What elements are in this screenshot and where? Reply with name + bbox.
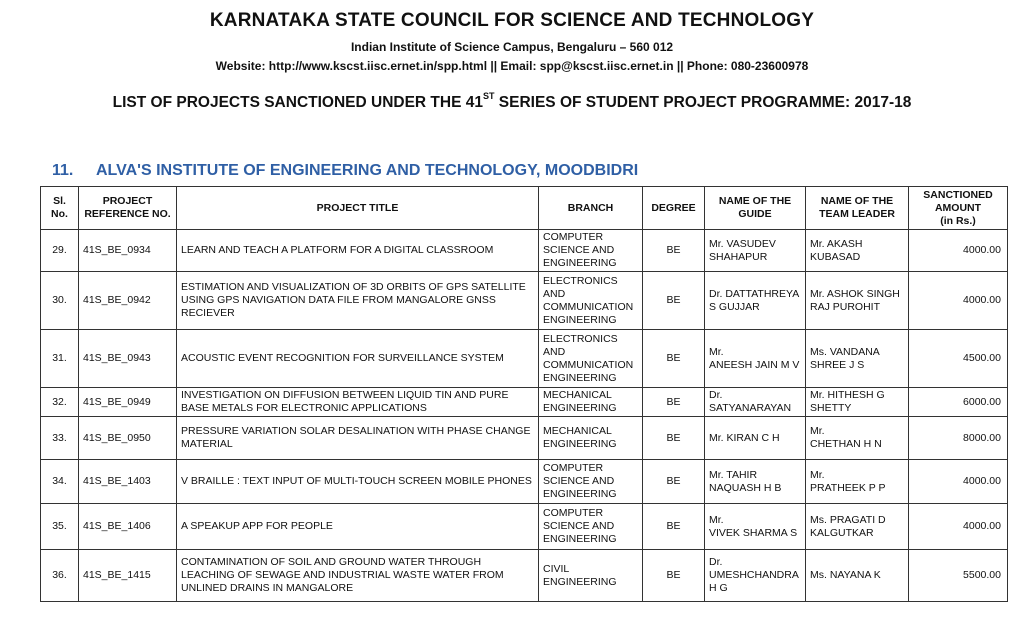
cell-sl: 33. <box>41 417 79 460</box>
cell-guide: Mr. TAHIR NAQUASH H B <box>705 460 806 504</box>
cell-amount: 4000.00 <box>909 230 1008 272</box>
table-row <box>41 417 1008 460</box>
cell-sl: 34. <box>41 460 79 504</box>
org-address: Indian Institute of Science Campus, Bengaluru – 560 012 <box>350 40 674 54</box>
cell-degree: BE <box>643 550 705 602</box>
cell-leader: Ms. NAYANA K <box>806 550 909 602</box>
col-ref: PROJECT REFERENCE NO. <box>79 187 177 230</box>
projects-table <box>40 186 1008 602</box>
cell-sl: 36. <box>41 550 79 602</box>
table-row <box>41 330 1008 388</box>
cell-amount: 4000.00 <box>909 460 1008 504</box>
table-row <box>41 272 1008 330</box>
list-title <box>0 93 1024 112</box>
table-row <box>41 460 1008 504</box>
cell-title: PRESSURE VARIATION SOLAR DESALINATION WITH PHASE CHANGE MATERIAL <box>177 417 539 460</box>
list-title-pre: LIST OF PROJECTS SANCTIONED UNDER THE 41 <box>112 94 483 112</box>
col-degree: DEGREE <box>643 187 705 230</box>
cell-amount: 8000.00 <box>909 417 1008 460</box>
section-number: 11. <box>52 162 74 179</box>
section-name: ALVA'S INSTITUTE OF ENGINEERING AND TECHNOLOGY, MOODBIDRI <box>96 162 639 179</box>
cell-amount: 4000.00 <box>909 272 1008 330</box>
col-leader: NAME OF THE TEAM LEADER <box>806 187 909 230</box>
cell-guide: Mr. KIRAN C H <box>705 417 806 460</box>
cell-leader: Mr. AKASH KUBASAD <box>806 230 909 272</box>
cell-branch: ELECTRONICS AND COMMUNICATION ENGINEERING <box>539 330 643 388</box>
cell-degree: BE <box>643 230 705 272</box>
cell-leader: Mr. CHETHAN H N <box>806 417 909 460</box>
cell-ref: 41S_BE_1403 <box>79 460 177 504</box>
cell-sl: 29. <box>41 230 79 272</box>
cell-guide: Mr. VASUDEV SHAHAPUR <box>705 230 806 272</box>
cell-branch: ELECTRONICS AND COMMUNICATION ENGINEERING <box>539 272 643 330</box>
col-sl: Sl. No. <box>41 187 79 230</box>
cell-title: V BRAILLE : TEXT INPUT OF MULTI-TOUCH SCREEN MOBILE PHONES <box>177 460 539 504</box>
cell-branch: MECHANICAL ENGINEERING <box>539 417 643 460</box>
cell-guide: Mr. ANEESH JAIN M V <box>705 330 806 388</box>
cell-leader: Mr. PRATHEEK P P <box>806 460 909 504</box>
table-row <box>41 388 1008 417</box>
cell-branch: CIVIL ENGINEERING <box>539 550 643 602</box>
cell-leader: Ms. VANDANA SHREE J S <box>806 330 909 388</box>
section-heading <box>52 162 638 180</box>
col-guide: NAME OF THE GUIDE <box>705 187 806 230</box>
table-row <box>41 504 1008 550</box>
cell-ref: 41S_BE_1415 <box>79 550 177 602</box>
cell-title: LEARN AND TEACH A PLATFORM FOR A DIGITAL CLASSROOM <box>177 230 539 272</box>
cell-ref: 41S_BE_0942 <box>79 272 177 330</box>
cell-branch: COMPUTER SCIENCE AND ENGINEERING <box>539 230 643 272</box>
cell-sl: 30. <box>41 272 79 330</box>
cell-degree: BE <box>643 388 705 417</box>
cell-degree: BE <box>643 272 705 330</box>
cell-ref: 41S_BE_0950 <box>79 417 177 460</box>
cell-degree: BE <box>643 417 705 460</box>
list-title-post: SERIES OF STUDENT PROJECT PROGRAMME: 2017-18 <box>494 94 912 112</box>
cell-title: A SPEAKUP APP FOR PEOPLE <box>177 504 539 550</box>
table-body <box>41 230 1008 602</box>
cell-degree: BE <box>643 504 705 550</box>
table-row <box>41 550 1008 602</box>
cell-sl: 31. <box>41 330 79 388</box>
cell-leader: Mr. ASHOK SINGH RAJ PUROHIT <box>806 272 909 330</box>
org-contact: Website: http://www.kscst.iisc.ernet.in/spp.html || Email: spp@kscst.iisc.ernet.in || Phone: 080-23600978 <box>215 59 809 73</box>
cell-degree: BE <box>643 460 705 504</box>
list-title-sup: ST <box>482 91 495 101</box>
col-title: PROJECT TITLE <box>177 187 539 230</box>
cell-amount: 6000.00 <box>909 388 1008 417</box>
cell-ref: 41S_BE_0934 <box>79 230 177 272</box>
table-row <box>41 230 1008 272</box>
cell-guide: Dr. UMESHCHANDRA H G <box>705 550 806 602</box>
cell-sl: 35. <box>41 504 79 550</box>
cell-branch: COMPUTER SCIENCE AND ENGINEERING <box>539 460 643 504</box>
cell-branch: COMPUTER SCIENCE AND ENGINEERING <box>539 504 643 550</box>
cell-branch: MECHANICAL ENGINEERING <box>539 388 643 417</box>
cell-degree: BE <box>643 330 705 388</box>
col-branch: BRANCH <box>539 187 643 230</box>
cell-amount: 4000.00 <box>909 504 1008 550</box>
cell-title: CONTAMINATION OF SOIL AND GROUND WATER THROUGH LEACHING OF SEWAGE AND INDUSTRIAL WASTE WATER FROM UNLINED DRAINS IN MANGALORE <box>177 550 539 602</box>
cell-guide: Dr. SATYANARAYAN <box>705 388 806 417</box>
cell-guide: Mr. VIVEK SHARMA S <box>705 504 806 550</box>
cell-guide: Dr. DATTATHREYA S GUJJAR <box>705 272 806 330</box>
cell-title: ACOUSTIC EVENT RECOGNITION FOR SURVEILLANCE SYSTEM <box>177 330 539 388</box>
cell-ref: 41S_BE_1406 <box>79 504 177 550</box>
cell-title: ESTIMATION AND VISUALIZATION OF 3D ORBITS OF GPS SATELLITE USING GPS NAVIGATION DATA FILE FROM MANGALORE GNSS RECIEVER <box>177 272 539 330</box>
org-title: KARNATAKA STATE COUNCIL FOR SCIENCE AND TECHNOLOGY <box>209 10 815 31</box>
cell-leader: Ms. PRAGATI D KALGUTKAR <box>806 504 909 550</box>
cell-sl: 32. <box>41 388 79 417</box>
cell-amount: 4500.00 <box>909 330 1008 388</box>
cell-ref: 41S_BE_0943 <box>79 330 177 388</box>
cell-ref: 41S_BE_0949 <box>79 388 177 417</box>
cell-leader: Mr. HITHESH G SHETTY <box>806 388 909 417</box>
table-header-row <box>41 187 1008 230</box>
cell-title: INVESTIGATION ON DIFFUSION BETWEEN LIQUID TIN AND PURE BASE METALS FOR ELECTRONIC APPLICATIONS <box>177 388 539 417</box>
col-amount: SANCTIONED AMOUNT (in Rs.) <box>909 187 1008 230</box>
cell-amount: 5500.00 <box>909 550 1008 602</box>
